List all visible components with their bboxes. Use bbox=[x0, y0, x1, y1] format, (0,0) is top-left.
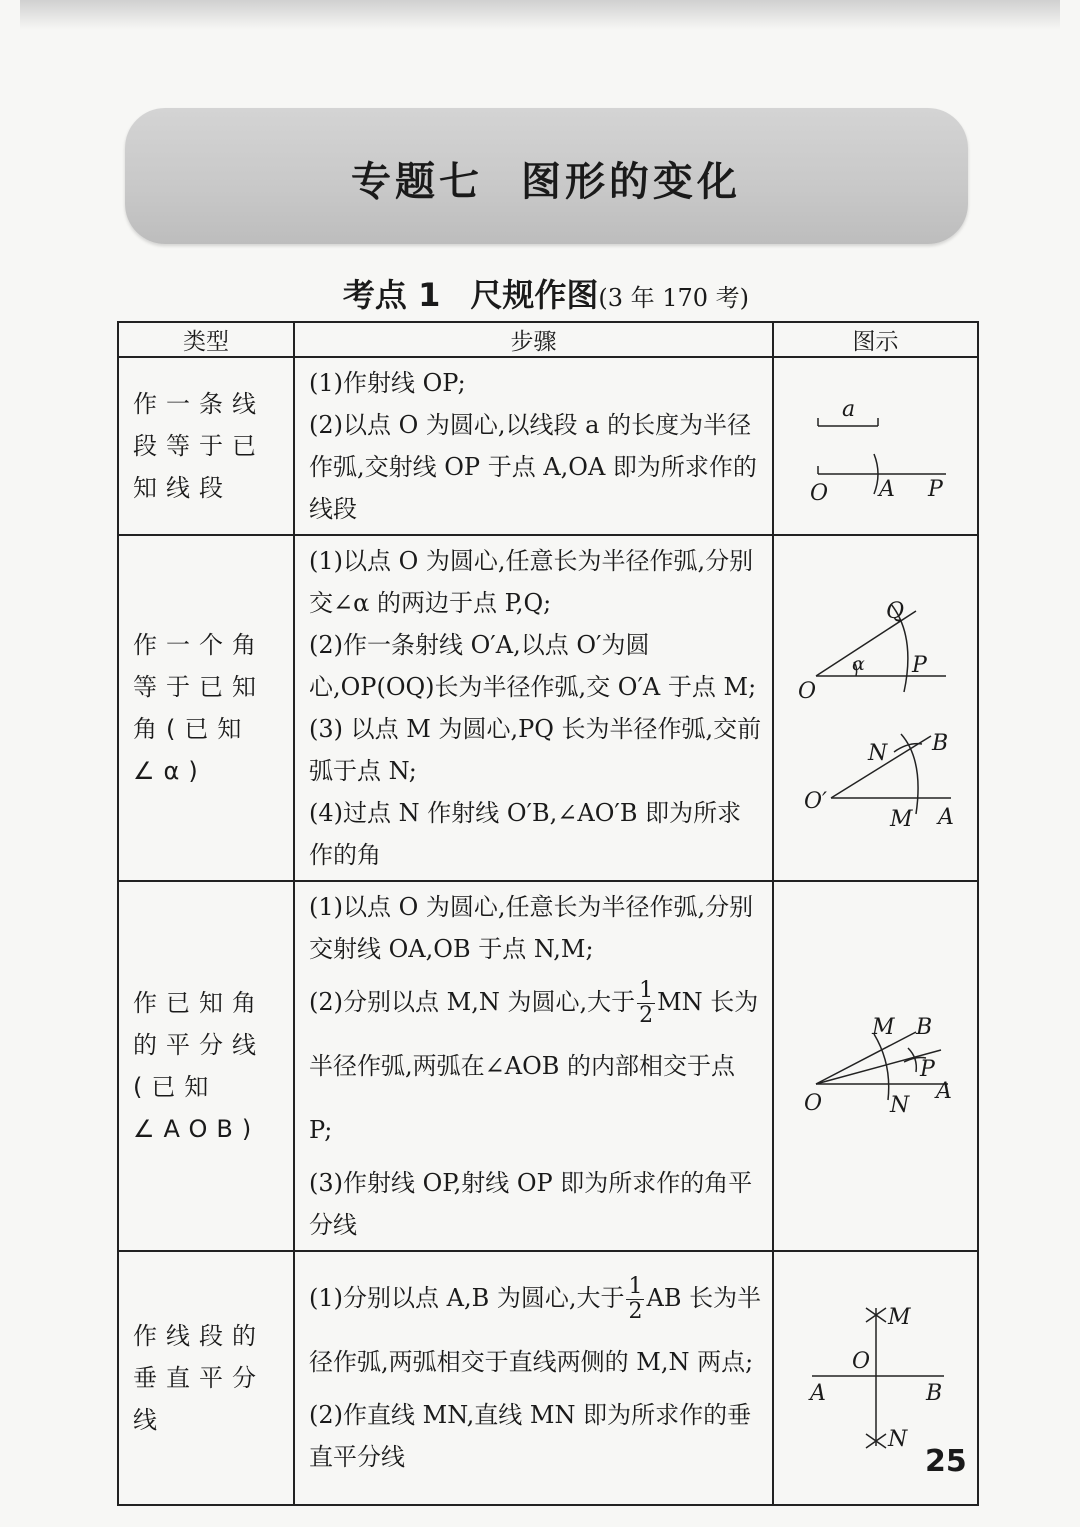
step: (1)以点 O 为圆心,任意长为半径作弧,分别交射线 OA,OB 于点 N,M; bbox=[309, 893, 754, 963]
fig-label: α bbox=[851, 653, 865, 675]
table-row bbox=[118, 881, 978, 1251]
row-steps bbox=[294, 881, 773, 1251]
fig-label: O bbox=[851, 1349, 870, 1374]
section-title: 尺规作图 bbox=[470, 276, 599, 314]
row-steps bbox=[294, 1251, 773, 1505]
chapter-topic: 图形的变化 bbox=[521, 159, 741, 205]
row-type: 作一条线段等于已知线段 bbox=[118, 357, 294, 535]
row-figure bbox=[773, 357, 978, 535]
header-type: 类型 bbox=[118, 322, 294, 357]
fig-label: N bbox=[887, 1427, 907, 1452]
step: (2)以点 O 为圆心,以线段 a 的长度为半径作弧,交射线 OP 于点 A,OA 即为所求作的线段 bbox=[309, 411, 757, 523]
fig-label: N bbox=[867, 741, 887, 766]
chapter-number: 专题七 bbox=[351, 159, 483, 205]
fraction bbox=[626, 1275, 644, 1324]
fraction-numerator: 1 bbox=[639, 978, 654, 1003]
step-text: AB 长为半径作弧,两弧相交于直线两侧的 M,N 两点; bbox=[309, 1284, 762, 1376]
step-text: (1)分别以点 A,B 为圆心,大于 bbox=[309, 1284, 625, 1312]
fig-label: A bbox=[878, 477, 895, 502]
step: (3)作射线 OP,射线 OP 即为所求作的角平分线 bbox=[309, 1169, 753, 1239]
table-header-row bbox=[118, 322, 978, 357]
row-steps bbox=[294, 357, 773, 535]
fig-label: Q bbox=[885, 599, 904, 624]
fig-label: B bbox=[915, 1015, 932, 1040]
page-top-shadow bbox=[20, 0, 1060, 30]
angle-copy-figure bbox=[776, 546, 976, 866]
row-steps bbox=[294, 535, 773, 881]
table-row bbox=[118, 357, 978, 535]
fraction-numerator: 1 bbox=[628, 1274, 643, 1299]
fig-label: P bbox=[919, 1057, 935, 1082]
step: (1)以点 O 为圆心,任意长为半径作弧,分别交∠α 的两边于点 P,Q; bbox=[309, 547, 754, 617]
step: (1)作射线 OP; bbox=[309, 369, 466, 397]
header-steps: 步骤 bbox=[294, 322, 773, 357]
fraction bbox=[637, 979, 655, 1028]
fig-label: M bbox=[871, 1015, 895, 1040]
section-heading bbox=[0, 270, 1080, 316]
row-type: 作一个角等于已知角(已知∠α) bbox=[118, 535, 294, 881]
row-type: 作线段的垂直平分线 bbox=[118, 1251, 294, 1505]
page-number: 25 bbox=[925, 1444, 967, 1479]
fig-label: P bbox=[927, 477, 943, 502]
step: (2)作直线 MN,直线 MN 即为所求作的垂直平分线 bbox=[309, 1401, 752, 1471]
row-figure bbox=[773, 881, 978, 1251]
header-figure: 图示 bbox=[773, 322, 978, 357]
bisector-figure bbox=[776, 904, 976, 1224]
step bbox=[309, 970, 762, 1162]
fig-label: O′ bbox=[803, 789, 827, 814]
step: (2)作一条射线 O′A,以点 O′为圆心,OP(OQ)长为半径作弧,交 O′A 于点 M; bbox=[309, 631, 757, 701]
step-text: (2)分别以点 M,N 为圆心,大于 bbox=[309, 988, 636, 1016]
fig-label: A bbox=[809, 1381, 826, 1406]
fig-label: A bbox=[935, 1079, 952, 1104]
fig-label: O bbox=[809, 481, 828, 506]
fig-label: B bbox=[925, 1381, 942, 1406]
chapter-title bbox=[0, 150, 1080, 207]
table-row bbox=[118, 1251, 978, 1505]
fig-label: N bbox=[889, 1093, 909, 1118]
construction-table bbox=[117, 321, 979, 1506]
fig-label: O bbox=[797, 679, 816, 704]
fig-label: a bbox=[841, 397, 855, 422]
fig-label: O bbox=[803, 1091, 822, 1116]
row-figure bbox=[773, 535, 978, 881]
table-row bbox=[118, 535, 978, 881]
fig-label: M bbox=[887, 1305, 911, 1330]
step: (3) 以点 M 为圆心,PQ 长为半径作弧,交前弧于点 N; bbox=[309, 715, 762, 785]
fig-label: M bbox=[889, 807, 913, 832]
section-label: 考点 1 bbox=[342, 276, 441, 314]
step bbox=[309, 1266, 762, 1394]
section-note: (3 年 170 考) bbox=[598, 284, 750, 312]
fraction-denominator: 2 bbox=[628, 1299, 643, 1324]
fig-label: A bbox=[937, 805, 954, 830]
fig-label: P bbox=[911, 653, 927, 678]
step-text: MN 长为半径作弧,两弧在∠AOB 的内部相交于点 P; bbox=[309, 988, 759, 1144]
row-type: 作已知角的平分线(已知∠AOB) bbox=[118, 881, 294, 1251]
segment-figure bbox=[776, 374, 976, 514]
fig-label: B bbox=[931, 731, 948, 756]
step: (4)过点 N 作射线 O′B,∠AO′B 即为所求作的角 bbox=[309, 799, 742, 869]
fraction-denominator: 2 bbox=[639, 1003, 654, 1028]
